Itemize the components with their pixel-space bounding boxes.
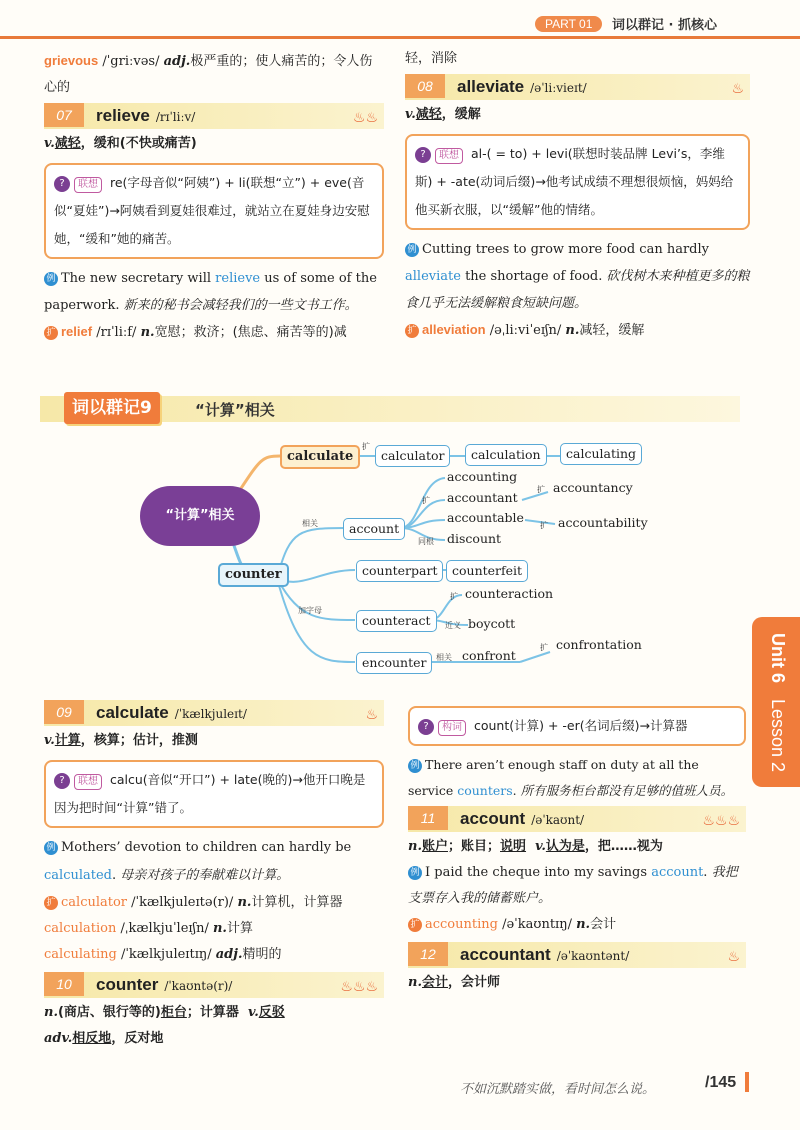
mindmap-center: “计算”相关	[140, 486, 260, 546]
leaf-accountability: accountability	[558, 515, 648, 530]
calculator-extend: 扩 calculator /ˈkælkjuleɪtə(r)/ n.计算机，计算器	[44, 890, 384, 916]
label-ext-1: 扩	[362, 442, 370, 451]
label-related-2: 相关	[436, 653, 452, 662]
counter-example: 例 There aren’t enough staff on duty at all the service counters. 所有服务柜台都没有足够的值班人员。	[408, 757, 734, 798]
right-top-column	[405, 46, 750, 344]
link-counterpart	[278, 570, 355, 582]
account-example: 例 I paid the cheque into my savings account. 我把支票存入我的储蓄账户。	[408, 865, 738, 906]
extend-icon: 扩	[44, 326, 58, 340]
word-number: 12	[408, 942, 448, 966]
tip-badge: 联想	[74, 774, 102, 790]
word-number: 08	[405, 74, 445, 98]
headword: counter /ˈkaʊntə(r)/	[96, 975, 233, 994]
unit-label: Unit 6	[768, 633, 788, 684]
lesson-label: Lesson 2	[768, 699, 788, 773]
leaf-counteraction: counteraction	[465, 586, 554, 601]
label-ext-4: 扩	[540, 521, 548, 530]
flame-icon: ♨	[727, 949, 740, 965]
leaf-accounting: accounting	[447, 469, 518, 484]
header-title: 词以群记 · 抓核心	[612, 18, 717, 33]
right-bottom-column	[408, 700, 746, 996]
node-counterfeit: counterfeit	[446, 560, 528, 582]
node-counter: counter	[218, 563, 289, 587]
tip-badge: 联想	[435, 148, 463, 164]
headword: calculate /ˈkælkjuleɪt/	[96, 703, 247, 722]
leaf-boycott: boycott	[468, 616, 516, 631]
label-ext-3: 扩	[537, 485, 545, 494]
tip-text: count(计算) + -er(名词后缀)→计算器	[473, 718, 688, 733]
lightbulb-icon: ?	[54, 176, 70, 192]
node-account: account	[343, 518, 405, 540]
leaf-accountant: accountant	[447, 490, 518, 505]
tip-badge: 联想	[74, 177, 102, 193]
node-calculator: calculator	[375, 445, 450, 467]
counter-def-1: n.(商店、银行等的)柜台；计算器 v.反驳	[44, 1005, 285, 1020]
tip-text: re(字母音似“阿姨”) + li(联想“立”) + eve(音似“夏娃”)→阿姨看到夏娃很难过，就站立在夏娃身边安慰她，“缓和”她的痛苦。	[54, 175, 370, 246]
page-marker	[745, 1072, 749, 1092]
node-counterpart: counterpart	[356, 560, 443, 582]
entry-phonetic: /ˈgriːvəs/	[102, 54, 160, 69]
counter-header	[44, 972, 384, 998]
section-label: 词以群记9	[64, 392, 160, 424]
label-ext-5: 扩	[450, 592, 458, 601]
relieve-extend: 扩 relief /rɪˈliːf/ n.宽慰；救济；(焦虑、痛苦等的)减	[44, 319, 384, 346]
headword: accountant /əˈkaʊntənt/	[460, 945, 630, 964]
lightbulb-icon: ?	[415, 147, 431, 163]
grievous-entry	[44, 48, 384, 101]
label-synonym: 近义	[445, 621, 461, 630]
link-encounter	[278, 582, 355, 662]
link-confrontation	[520, 652, 550, 662]
node-calculate: calculate	[280, 445, 360, 469]
leaf-discount: discount	[447, 531, 502, 546]
tip-badge: 构词	[438, 720, 466, 736]
calculating-extend: calculating /ˈkælkjuleɪtɪŋ/ adj.精明的	[44, 947, 282, 962]
account-header	[408, 806, 746, 832]
alleviate-extend: 扩 alleviation /əˌliːviˈeɪʃn/ n.减轻，缓解	[405, 317, 750, 344]
alleviate-example: 例 Cutting trees to grow more food can hardly alleviate the shortage of food. 砍伐树木来种植更多的粮食几乎无法缓解粮食短缺问题。	[405, 242, 750, 311]
calculate-example: 例 Mothers’ devotion to children can hardly be calculated. 母亲对孩子的奉献难以计算。	[44, 840, 352, 883]
alleviate-tip-box	[405, 134, 750, 230]
unit-side-tab	[752, 617, 800, 787]
section-title: “计算”相关	[195, 401, 275, 419]
calculate-header	[44, 700, 384, 726]
header-rule	[0, 36, 800, 39]
relieve-header	[44, 103, 384, 129]
headword: relieve /rɪˈliːv/	[96, 106, 196, 125]
label-related: 相关	[302, 519, 318, 528]
relief-def-continued: 轻，消除	[405, 51, 458, 66]
extend-icon: 扩	[44, 896, 58, 910]
word-number: 10	[44, 972, 84, 996]
entry-word: grievous	[44, 53, 99, 68]
link-accountable	[400, 520, 445, 528]
extend-icon: 扩	[408, 918, 422, 932]
node-calculation: calculation	[465, 444, 547, 466]
label-ext-2: 扩	[422, 496, 430, 505]
counter-tip-box	[408, 706, 746, 746]
account-extend: 扩 accounting /əˈkaʊntɪŋ/ n.会计	[408, 912, 746, 938]
word-number: 09	[44, 700, 84, 724]
flame-icon: ♨♨♨	[702, 813, 740, 829]
accountant-header	[408, 942, 746, 968]
leaf-accountable: accountable	[447, 510, 524, 525]
label-prefix: 加字母	[298, 606, 322, 615]
leaf-accountancy: accountancy	[553, 480, 633, 495]
node-encounter: encounter	[356, 652, 432, 674]
example-icon: 例	[408, 759, 422, 773]
account-def: n.账户；账目；说明 v.认为是，把……视为	[408, 839, 663, 854]
example-icon: 例	[408, 866, 422, 880]
word-number: 07	[44, 103, 84, 127]
calculate-tip-box	[44, 760, 384, 828]
lightbulb-icon: ?	[418, 719, 434, 735]
flame-icon: ♨	[365, 707, 378, 723]
flame-icon: ♨	[731, 81, 744, 97]
leaf-confront: confront	[462, 648, 516, 663]
accountant-def: n.会计，会计师	[408, 975, 501, 990]
relieve-example: 例 The new secretary will relieve us of some of the paperwork. 新来的秘书会减轻我们的一些文书工作。	[44, 271, 377, 313]
flame-icon: ♨♨	[352, 110, 378, 126]
headword: alleviate /əˈliːvieɪt/	[457, 77, 587, 96]
extend-icon: 扩	[405, 324, 419, 338]
headword: account /əˈkaʊnt/	[460, 809, 585, 828]
calculate-def: v.计算，核算；估计，推测	[44, 733, 198, 748]
word-number: 11	[408, 806, 448, 830]
example-icon: 例	[405, 243, 419, 257]
page-number: /145	[705, 1074, 737, 1091]
part-tag: PART 01	[535, 16, 602, 32]
label-ext-6: 扩	[540, 643, 548, 652]
example-icon: 例	[44, 841, 58, 855]
example-icon: 例	[44, 272, 58, 286]
entry-def: 极严重的；使人痛苦的；令人伤心的	[44, 54, 373, 95]
lightbulb-icon: ?	[54, 773, 70, 789]
alleviate-def: v.减轻，缓解	[405, 107, 481, 122]
calculation-extend: calculation /ˌkælkjuˈleɪʃn/ n.计算	[44, 921, 253, 936]
left-top-column	[44, 48, 384, 346]
alleviate-header	[405, 74, 750, 100]
relieve-def: v.减轻，缓和(不快或痛苦)	[44, 136, 197, 151]
entry-pos: adj.	[163, 54, 191, 69]
node-calculating: calculating	[560, 443, 642, 465]
node-counteract: counteract	[356, 610, 437, 632]
left-bottom-column	[44, 698, 384, 1052]
counter-def-2: adv.相反地，反对地	[44, 1031, 164, 1046]
tip-text: al-( = to) + levi(联想时装品牌 Levi’s，李维斯) + -ate(动词后缀)→他考试成绩不理想很烦恼，妈妈给他买新衣服，以“缓解”他的情绪。	[415, 146, 734, 217]
relieve-tip-box	[44, 163, 384, 259]
tip-text: calcu(音似“开口”) + late(晚的)→他开口晚是因为把时间“计算”错了。	[54, 772, 366, 815]
leaf-confrontation: confrontation	[556, 637, 642, 652]
label-same-root: 同根	[418, 537, 434, 546]
flame-icon: ♨♨♨	[340, 979, 378, 995]
footer-motto: 不如沉默踏实做，看时间怎么说。	[460, 1082, 656, 1097]
